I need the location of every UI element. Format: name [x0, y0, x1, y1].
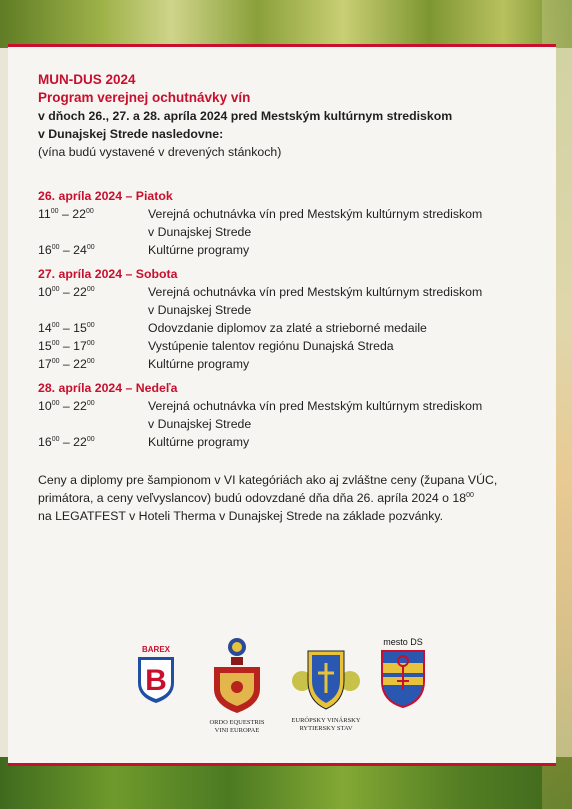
time-range: $10^{00} - 22^{00}$ [38, 399, 95, 413]
activity-description: Kultúrne programy [148, 243, 250, 257]
activity-description: Kultúrne programy [148, 435, 250, 449]
vineyard-header-image [0, 0, 572, 48]
schedule-row [38, 283, 538, 319]
intro-line: v Dunajskej Strede nasledovne: [38, 127, 224, 141]
schedule-row [38, 319, 538, 337]
activity-description: Odovzdanie diplomov za zlaté a strieborné medaile [148, 321, 427, 335]
day-section [38, 379, 538, 451]
time-range: $17^{00} - 22^{00}$ [38, 357, 95, 371]
footer-line: Ceny a diplomy pre šampionom v VI kategóriách ako aj zvláštne ceny (županа VÚC, [38, 473, 498, 487]
time-range: $14^{00} - 15^{00}$ [38, 321, 95, 335]
program-card [8, 44, 556, 766]
schedule-row [38, 241, 538, 259]
schedule-row [38, 433, 538, 451]
time-range: $11^{00} - 22^{00}$ [38, 207, 94, 221]
activity-description: Verejná ochutnávka vín pred Mestským kultúrnym strediskom v Dunajskej Strede [148, 207, 483, 239]
intro-line: v dňoch 26., 27. a 28. apríla 2024 pred Mestským kultúrnym strediskom [38, 109, 453, 123]
note-text: (vína budú vystavené v drevených stánkoch) [38, 145, 282, 159]
time-range: $15^{00} - 17^{00}$ [38, 339, 95, 353]
day-title: 28. apríla 2024 – Nedeľa [38, 381, 178, 395]
day-section [38, 265, 538, 373]
schedule-row [38, 397, 538, 433]
time-range: $16^{00} - 22^{00}$ [38, 435, 95, 449]
program-content [38, 71, 538, 525]
schedule-row [38, 205, 538, 241]
evrs-logo: EURÓPSKY VINÁRSKY RYTIERSKY STAV [288, 647, 364, 737]
svg-text:BAREX: BAREX [141, 645, 171, 654]
activity-description: Kultúrne programy [148, 357, 250, 371]
activity-description: Vystúpenie talentov regiónu Dunajská Streda [148, 339, 394, 353]
program-title: Program verejnej ochutnávky vín [38, 90, 251, 105]
footer-line: primátora, a ceny veľvyslancov) budú odovzdané dňa dňa 26. apríla 2024 o $18^{00}$ [38, 491, 474, 505]
day-title: 26. apríla 2024 – Piatok [38, 189, 173, 203]
sponsor-logos [134, 637, 454, 737]
schedule-row [38, 355, 538, 373]
svg-text:B: B [145, 664, 167, 697]
activity-description: Verejná ochutnávka vín pred Mestským kultúrnym strediskom v Dunajskej Strede [148, 285, 483, 317]
activity-description: Verejná ochutnávka vín pred Mestským kultúrnym strediskom v Dunajskej Strede [148, 399, 483, 431]
time-range: $16^{00} - 24^{00}$ [38, 243, 95, 257]
footer-line: na LEGATFEST v Hoteli Therma v Dunajskej Strede na základe pozvánky. [38, 509, 444, 523]
mesto-ds-logo: mesto DS [378, 637, 428, 713]
schedule [38, 187, 538, 451]
event-title: MUN-DUS 2024 [38, 72, 136, 87]
ordo-equestris-logo: ORDO EQUESTRIS VINI EUROPAE [208, 637, 266, 737]
barex-logo [134, 643, 178, 707]
day-title: 27. apríla 2024 – Sobota [38, 267, 178, 281]
schedule-row [38, 337, 538, 355]
footer-paragraph [38, 471, 538, 525]
time-range: $10^{00} - 22^{00}$ [38, 285, 95, 299]
day-section [38, 187, 538, 259]
